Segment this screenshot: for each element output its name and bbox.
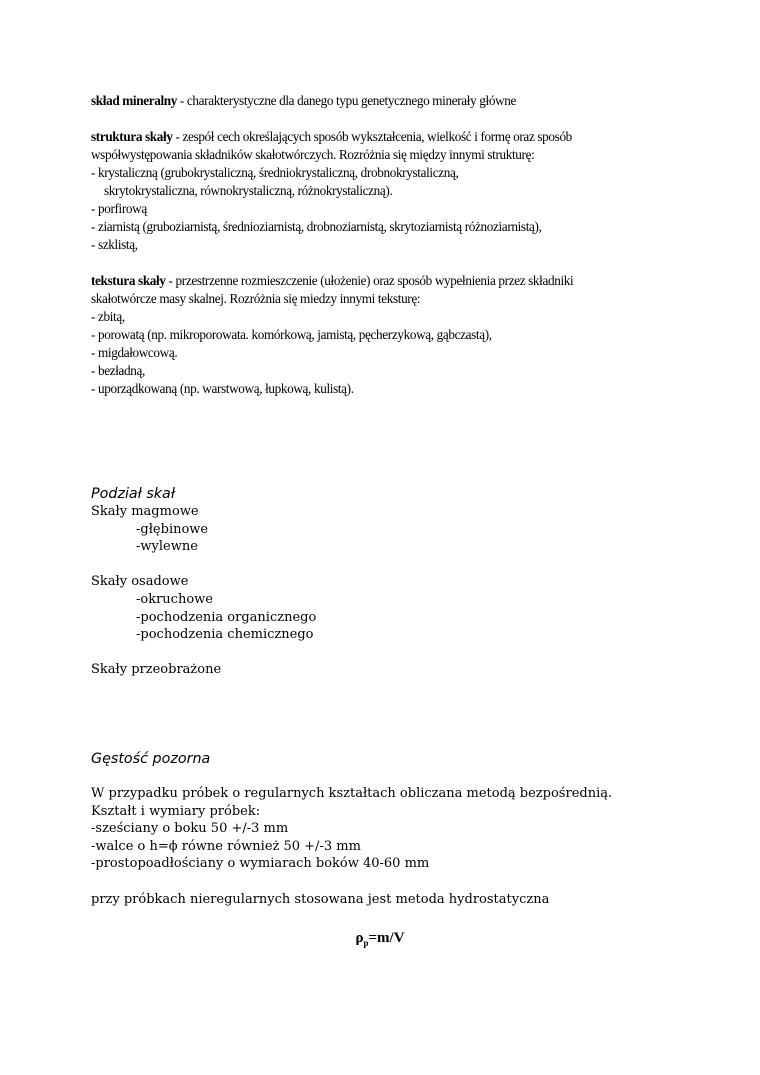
list-item: - migdałowcową.	[91, 345, 178, 360]
struktura-paragraph	[91, 128, 711, 146]
tekstura-definition: - przestrzenne rozmieszczenie (ułożenie) oraz sposób wypełnienia przez składniki	[165, 273, 574, 288]
sklad-term: skład mineralny	[91, 93, 177, 108]
formula-rest: =m/V	[368, 930, 405, 946]
list-item: -pochodzenia organicznego	[136, 609, 317, 625]
sklad-definition: - charakterystyczne dla danego typu genetycznego minerały główne	[176, 93, 517, 108]
struktura-definition-cont: współwystępowania składników skałotwórczych. Rozróżnia się między innymi strukturę:	[91, 147, 535, 162]
list-item: -głębinowe	[136, 521, 209, 537]
formula-subscript: p	[363, 938, 369, 948]
struktura-term: struktura skały	[91, 129, 173, 144]
structure-section	[91, 92, 711, 398]
density-line: -sześciany o boku 50 +/-3 mm	[91, 821, 289, 837]
list-item: -pochodzenia chemicznego	[136, 627, 314, 643]
density-formula	[0, 930, 760, 948]
density-line: W przypadku próbek o regularnych kształtach obliczana metodą bezpośrednią.	[91, 786, 613, 801]
list-item: -wylewne	[136, 539, 198, 555]
density-line: Kształt i wymiary próbek:	[91, 803, 261, 819]
list-item: - porfirową	[91, 201, 147, 216]
podzial-heading: Podział skał	[91, 486, 175, 502]
list-item: -okruchowe	[136, 591, 213, 607]
formula-rho: ρ	[355, 930, 364, 946]
list-item: - krystaliczną (grubokrystaliczną, średniokrystaliczną, drobnokrystaliczną,	[91, 165, 459, 180]
hydro-line: przy próbkach nieregularnych stosowana jest metoda hydrostatyczna	[91, 891, 550, 907]
sklad-paragraph	[91, 92, 711, 110]
magmowe-label: Skały magmowe	[91, 504, 199, 519]
tekstura-term: tekstura skały	[91, 273, 166, 288]
density-line: -walce o h=ϕ równe również 50 +/-3 mm	[91, 838, 361, 854]
list-item: - ziarnistą (gruboziarnistą, średnioziarnistą, drobnoziarnistą, skrytoziarnistą różnoziarnistą),	[91, 219, 542, 234]
list-item: - bezładną,	[91, 363, 145, 378]
rock-classification	[91, 503, 691, 679]
tekstura-definition-cont: skałotwórcze masy skalnej. Rozróżnia się miedzy innymi teksturę:	[91, 291, 421, 306]
density-section	[91, 785, 711, 908]
list-item: - zbitą,	[91, 309, 125, 324]
gestosc-heading: Gęstość pozorna	[91, 751, 211, 767]
list-item: - porowatą (np. mikroporowata. komórkową, jamistą, pęcherzykową, gąbczastą),	[91, 327, 492, 342]
struktura-definition: - zespół cech określających sposób wykształcenia, wielkość i formę oraz sposób	[172, 129, 572, 144]
list-item: skrytokrystaliczna, równokrystaliczną, różnokrystaliczną).	[104, 183, 393, 198]
list-item: - uporządkowaną (np. warstwową, łupkową, kulistą).	[91, 381, 354, 396]
osadowe-label: Skały osadowe	[91, 574, 189, 590]
density-line: -prostopoadłościany o wymiarach boków 40-60 mm	[91, 856, 430, 872]
list-item: - szklistą,	[91, 237, 138, 252]
przeobrazone-label: Skały przeobrażone	[91, 662, 222, 678]
tekstura-paragraph	[91, 272, 711, 290]
